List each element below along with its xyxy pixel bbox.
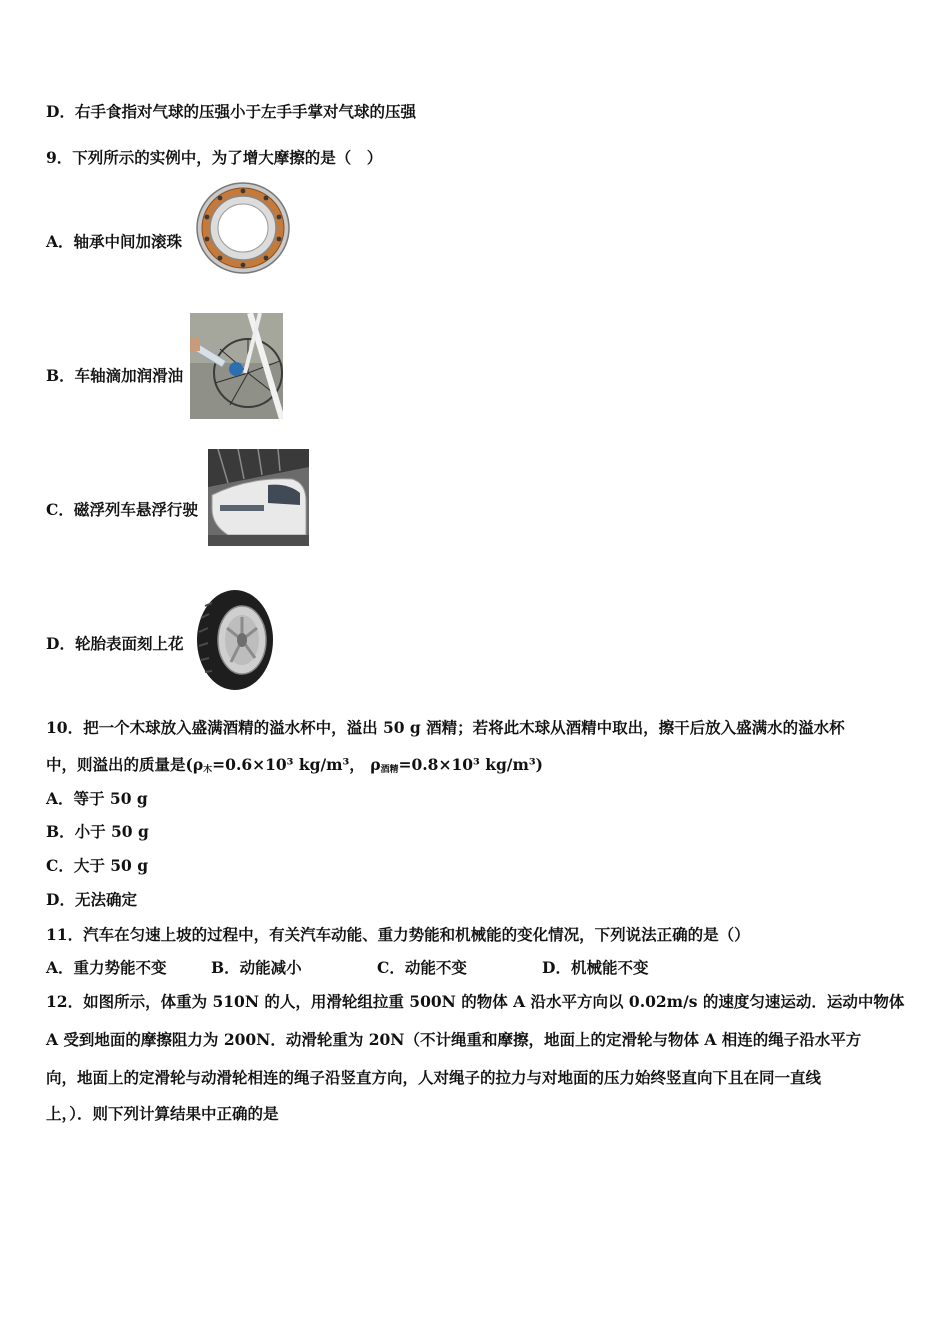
q10-stem-line2 [46, 755, 543, 780]
q11-option-a: A．重力势能不变 [46, 958, 167, 977]
bearing-image [194, 180, 292, 276]
q11-option-b: B．动能减小 [211, 958, 302, 977]
q9-stem: 9．下列所示的实例中，为了增大摩擦的是（ ） [46, 148, 383, 167]
q12-stem-line4: 上，）．则下列计算结果中正确的是 [46, 1104, 279, 1123]
q10-option-b: B．小于 50 g [46, 822, 149, 841]
tire-image [195, 588, 275, 692]
q11-stem: 11．汽车在匀速上坡的过程中，有关汽车动能、重力势能和机械能的变化情况，下列说法正确的是（） [46, 925, 750, 944]
bicycle-oil-image [190, 313, 283, 419]
q10-option-d: D．无法确定 [46, 890, 137, 909]
q9-option-b: B．车轴滴加润滑油 [46, 366, 184, 385]
q9-option-d: D．轮胎表面刻上花 [46, 634, 184, 653]
q12-stem-line1: 12．如图所示，体重为 510N 的人，用滑轮组拉重 500N 的物体 A 沿水平方向以 0.02m/s 的速度匀速运动．运动中物体 [46, 992, 905, 1011]
q11-option-c: C．动能不变 [377, 958, 467, 977]
q8-option-d: D．右手食指对气球的压强小于左手手掌对气球的压强 [46, 102, 416, 121]
q10-stem-line1: 10．把一个木球放入盛满酒精的溢水杯中，溢出 50 g 酒精；若将此木球从酒精中取出，擦干后放入盛满水的溢水杯 [46, 718, 845, 737]
q11-option-d: D．机械能不变 [542, 958, 649, 977]
q10-option-a: A．等于 50 g [46, 789, 148, 808]
q10-option-c: C．大于 50 g [46, 856, 149, 875]
q10-stem2-mid: =0.6×10³ kg/m³， ρ [212, 755, 381, 774]
q12-stem-line3: 向，地面上的定滑轮与动滑轮相连的绳子沿竖直方向，人对绳子的拉力与对地面的压力始终竖直向下且在同一直线 [46, 1068, 822, 1087]
q9-option-a: A．轴承中间加滚珠 [46, 232, 183, 251]
q11-options [46, 958, 648, 978]
q10-stem2-post: =0.8×10³ kg/m³) [398, 755, 543, 774]
q10-stem2-pre: 中，则溢出的质量是(ρ [46, 755, 204, 774]
q12-stem-line2: A 受到地面的摩擦阻力为 200N．动滑轮重为 20N（不计绳重和摩擦，地面上的定滑轮与物体 A 相连的绳子沿水平方 [46, 1030, 862, 1049]
rho-alcohol-subscript: 酒精 [380, 765, 399, 775]
q9-option-c: C．磁浮列车悬浮行驶 [46, 500, 198, 519]
maglev-train-image [208, 449, 309, 546]
rho-wood-subscript: 木 [203, 765, 213, 775]
